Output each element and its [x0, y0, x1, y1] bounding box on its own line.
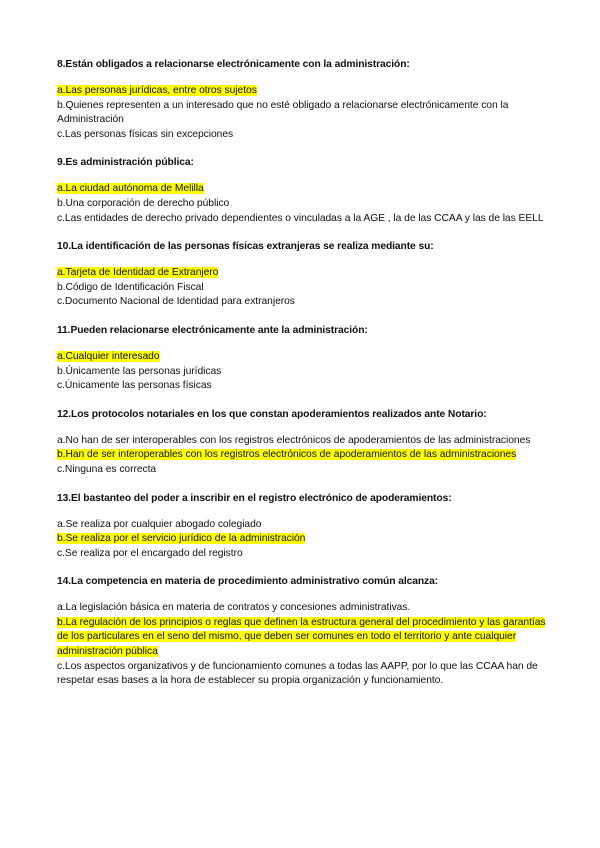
question-11	[57, 324, 548, 394]
question-12	[57, 408, 548, 478]
question-title: 11.Pueden relacionarse electrónicamente ante la administración:	[57, 324, 368, 336]
question-9	[57, 156, 548, 226]
question-title: 9.Es administración pública:	[57, 157, 194, 169]
option-a	[57, 266, 548, 281]
question-title: 8.Están obligados a relacionarse electrónicamente con la administración:	[57, 59, 410, 70]
option-a: a.Se realiza por cualquier abogado colegiado	[57, 518, 262, 530]
option-a	[57, 182, 548, 197]
question-title: 12.Los protocolos notariales en los que constan apoderamientos realizados ante Notario:	[57, 408, 487, 420]
option-c: c.Únicamente las personas físicas	[57, 380, 212, 392]
option-c: c.Los aspectos organizativos y de funcionamiento comunes a todas las AAPP, por lo que las CCAA han de respetar esas bases a la hora de establecer su propia organización y funcionamiento.	[57, 660, 538, 687]
option-b: b.Quienes representen a un interesado que no esté obligado a relacionarse electrónicamente con la Administración	[57, 99, 509, 126]
option-c: c.Las personas físicas sin excepciones	[57, 128, 234, 140]
question-title: 10.La identificación de las personas físicas extranjeras se realiza mediante su:	[57, 241, 434, 253]
question-title: 13.El bastanteo del poder a inscribir en el registro electrónico de apoderamientos:	[57, 492, 452, 504]
option-c: c.Las entidades de derecho privado dependientes o vinculadas a la AGE , la de las CCAA y las de las EELL	[57, 212, 544, 224]
question-8	[57, 58, 548, 142]
option-a: a.No han de ser interoperables con los registros electrónicos de apoderamientos de las administraciones	[57, 434, 531, 446]
question-10	[57, 240, 548, 310]
option-text-highlighted: b.La regulación de los principios o reglas que definen la estructura general del procedimiento y las garantías de los particulares en el seno del mismo, que deben ser comunes en todo el territorio y ante cualquier administración pública	[57, 616, 546, 658]
option-text-highlighted: b.Se realiza por el servicio jurídico de la administración	[57, 533, 306, 545]
option-text-highlighted: a.Las personas jurídicas, entre otros sujetos	[57, 85, 257, 96]
option-text-highlighted: a.Tarjeta de Identidad de Extranjero	[57, 267, 219, 279]
option-b	[57, 616, 548, 660]
option-a	[57, 350, 548, 365]
question-title: 14.La competencia en materia de procedimiento administrativo común alcanza:	[57, 576, 439, 588]
option-b: b.Únicamente las personas jurídicas	[57, 365, 222, 377]
option-a: a.La legislación básica en materia de contratos y concesiones administrativas.	[57, 602, 411, 614]
option-c: c.Ninguna es correcta	[57, 463, 157, 475]
option-c: c.Documento Nacional de Identidad para extranjeros	[57, 296, 295, 308]
option-c: c.Se realiza por el encargado del registro	[57, 547, 243, 559]
question-14	[57, 575, 548, 689]
option-b	[57, 448, 548, 463]
option-text-highlighted: a.Cualquier interesado	[57, 350, 160, 362]
option-text-highlighted: b.Han de ser interoperables con los registros electrónicos de apoderamientos de las administraciones	[57, 449, 517, 461]
option-text-highlighted: a.La ciudad autónoma de Melilla	[57, 183, 204, 195]
option-a	[57, 84, 548, 99]
option-b	[57, 532, 548, 547]
option-b: b.Una corporación de derecho público	[57, 197, 230, 209]
option-b: b.Código de Identificación Fiscal	[57, 281, 204, 293]
question-13	[57, 492, 548, 562]
